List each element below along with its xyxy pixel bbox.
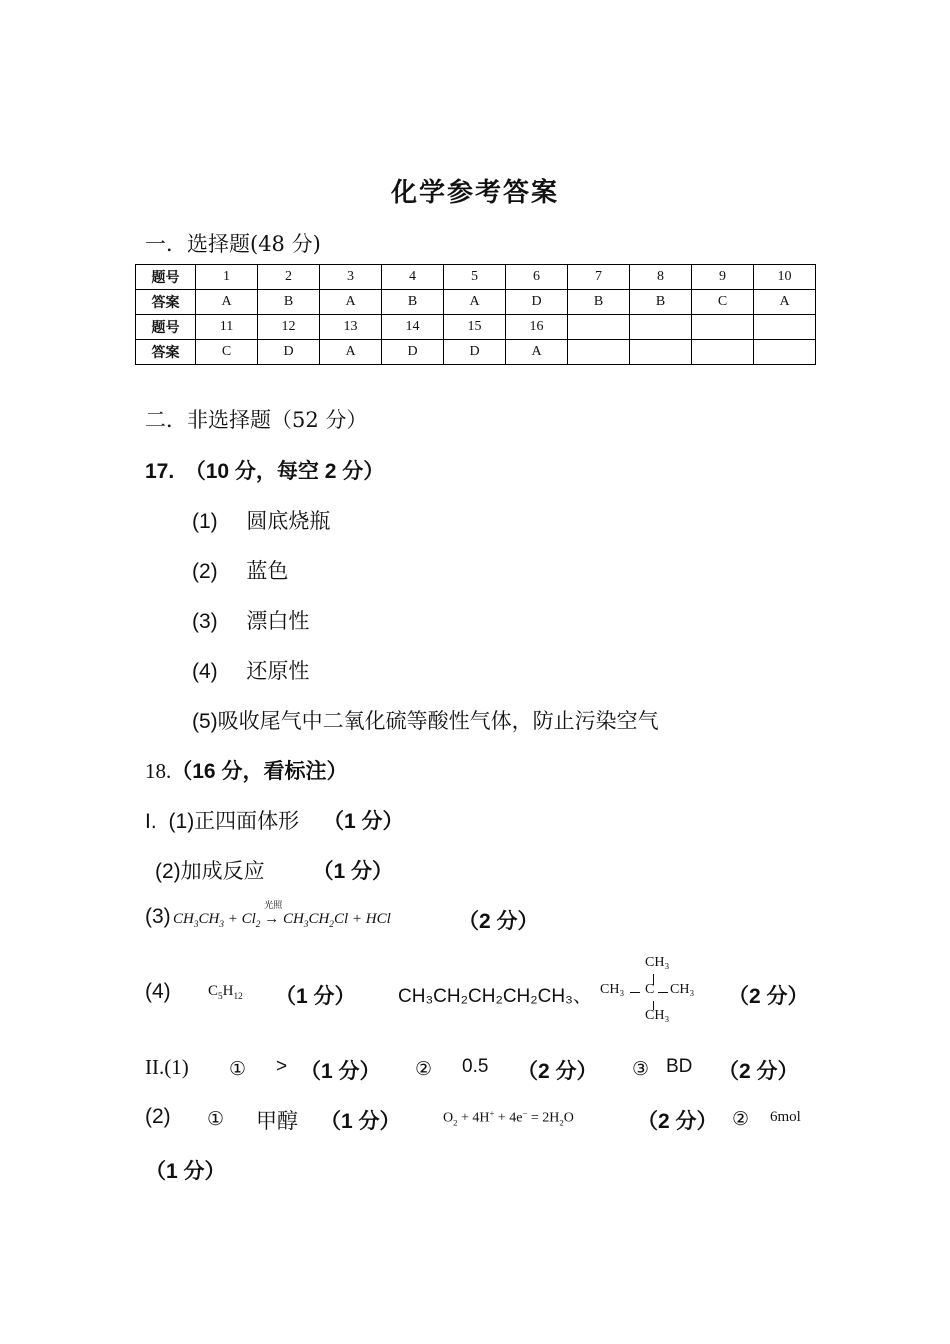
item-score: （2 分） bbox=[718, 1060, 799, 1083]
table-cell: 16 bbox=[506, 315, 568, 340]
table-cell: 3 bbox=[320, 265, 382, 290]
bond-left bbox=[630, 992, 640, 993]
table-cell: D bbox=[506, 290, 568, 315]
answer-choice: BD bbox=[666, 1056, 693, 1077]
molecular-formula: $C_5H_{12}$ bbox=[208, 983, 243, 1002]
item-score: （2 分） bbox=[517, 1060, 598, 1083]
table-cell: 6 bbox=[506, 265, 568, 290]
item-score: （2 分） bbox=[728, 985, 809, 1008]
q17-item-1 bbox=[192, 505, 330, 535]
q18-part1-item-1 bbox=[145, 805, 404, 835]
item-number: (1) bbox=[168, 810, 195, 833]
table-cell bbox=[568, 340, 630, 365]
table-cell bbox=[754, 315, 816, 340]
table-cell: B bbox=[630, 290, 692, 315]
methyl-left: CH₃ bbox=[600, 982, 625, 997]
answer-moles: 6mol bbox=[770, 1109, 801, 1125]
row-label: 题号 bbox=[136, 315, 196, 340]
item-score: （1 分） bbox=[145, 1160, 226, 1183]
table-cell: C bbox=[692, 290, 754, 315]
table-cell: 5 bbox=[444, 265, 506, 290]
table-cell: 12 bbox=[258, 315, 320, 340]
q18-part1-item-2 bbox=[155, 855, 393, 885]
q18-part1-item-4-number: (4) bbox=[145, 980, 171, 1003]
bond-right bbox=[658, 992, 668, 993]
table-cell: 8 bbox=[630, 265, 692, 290]
table-row bbox=[136, 290, 816, 315]
table-cell: D bbox=[444, 340, 506, 365]
q17-item-2 bbox=[192, 555, 288, 585]
table-cell: A bbox=[320, 290, 382, 315]
circled-number-3: ③ bbox=[632, 1058, 650, 1080]
q18-score: （16 分，看标注） bbox=[171, 760, 348, 783]
page-title: 化学参考答案 bbox=[390, 178, 559, 208]
table-cell: 10 bbox=[754, 265, 816, 290]
q18-number: 18. bbox=[145, 759, 172, 783]
table-cell: 14 bbox=[382, 315, 444, 340]
circled-number-2: ② bbox=[415, 1058, 433, 1080]
table-cell: C bbox=[196, 340, 258, 365]
table-cell: D bbox=[382, 340, 444, 365]
item-score: （1 分） bbox=[320, 1110, 401, 1133]
chemical-equation: $CH_3CH_3 + Cl_2$ 光照 → $CH_3CH_2Cl$ + HCl bbox=[173, 900, 391, 930]
table-cell: A bbox=[506, 340, 568, 365]
table-cell: 4 bbox=[382, 265, 444, 290]
central-carbon: C bbox=[645, 982, 655, 997]
q17-heading: 17. （10 分，每空 2 分） bbox=[145, 460, 385, 483]
table-cell: 11 bbox=[196, 315, 258, 340]
section-1-heading: 一．选择题(48 分) bbox=[145, 232, 321, 256]
item-score: （1 分） bbox=[323, 810, 404, 833]
table-cell: 2 bbox=[258, 265, 320, 290]
neopentane-structure bbox=[600, 955, 710, 1027]
table-cell: D bbox=[258, 340, 320, 365]
circled-number-1: ① bbox=[229, 1058, 247, 1080]
table-row bbox=[136, 340, 816, 365]
item-answer: 蓝色 bbox=[246, 559, 289, 583]
circled-number-1: ① bbox=[207, 1108, 225, 1130]
item-number: (4) bbox=[192, 660, 218, 683]
answer-greater-than: > bbox=[276, 1056, 288, 1077]
item-score: （2 分） bbox=[458, 910, 539, 933]
q18-part2-label: II.(1) bbox=[145, 1055, 189, 1079]
item-answer: 吸收尾气中二氧化硫等酸性气体，防止污染空气 bbox=[217, 710, 659, 733]
circled-number-2: ② bbox=[732, 1108, 750, 1130]
row-label: 题号 bbox=[136, 265, 196, 290]
item-number: (2) bbox=[192, 560, 218, 583]
methyl-top: CH₃ bbox=[645, 955, 670, 970]
q18-heading bbox=[145, 755, 347, 785]
electrode-equation: $O_2 + 4H^+ + 4e^- = 2H_2O$ bbox=[443, 1108, 574, 1128]
item-number: (3) bbox=[192, 610, 218, 633]
table-cell: A bbox=[754, 290, 816, 315]
table-cell: 1 bbox=[196, 265, 258, 290]
item-answer: 正四面体形 bbox=[194, 810, 300, 833]
section-2-heading: 二．非选择题（52 分） bbox=[145, 408, 368, 432]
table-row bbox=[136, 265, 816, 290]
item-answer: 加成反应 bbox=[180, 860, 265, 883]
answer-methanol: 甲醇 bbox=[256, 1109, 298, 1133]
table-cell bbox=[568, 315, 630, 340]
table-cell bbox=[630, 315, 692, 340]
table-cell: A bbox=[196, 290, 258, 315]
part-label: I. bbox=[145, 810, 157, 833]
methyl-bottom: CH₃ bbox=[645, 1008, 670, 1023]
arrow-condition: 光照 bbox=[264, 900, 283, 910]
item-answer: 还原性 bbox=[246, 659, 310, 683]
row-label: 答案 bbox=[136, 340, 196, 365]
answer-table bbox=[135, 264, 816, 365]
table-cell: 13 bbox=[320, 315, 382, 340]
table-cell bbox=[630, 340, 692, 365]
methyl-right: CH₃ bbox=[670, 982, 695, 997]
item-answer: 漂白性 bbox=[246, 609, 310, 633]
answer-value: 0.5 bbox=[462, 1056, 489, 1077]
table-cell bbox=[692, 315, 754, 340]
table-cell: 9 bbox=[692, 265, 754, 290]
reaction-arrow: 光照 → bbox=[264, 900, 283, 927]
item-score: （1 分） bbox=[312, 860, 394, 883]
table-cell bbox=[692, 340, 754, 365]
pentane-formula: CH₃CH₂CH₂CH₂CH₃、 bbox=[398, 986, 592, 1007]
q18-part1-item-3 bbox=[145, 905, 171, 929]
q18-part2-item-2-number: (2) bbox=[145, 1105, 171, 1128]
q17-item-3 bbox=[192, 605, 309, 635]
table-cell: B bbox=[258, 290, 320, 315]
table-cell: B bbox=[568, 290, 630, 315]
q17-item-4 bbox=[192, 655, 309, 685]
item-number: (2) bbox=[155, 860, 181, 883]
table-row bbox=[136, 315, 816, 340]
table-cell: A bbox=[320, 340, 382, 365]
item-number: (3) bbox=[145, 905, 171, 928]
table-cell: 7 bbox=[568, 265, 630, 290]
table-cell: 15 bbox=[444, 315, 506, 340]
q17-item-5 bbox=[192, 705, 659, 735]
item-score: （1 分） bbox=[300, 1060, 381, 1083]
item-number: (1) bbox=[192, 510, 218, 533]
item-score: （1 分） bbox=[275, 985, 356, 1008]
table-cell bbox=[754, 340, 816, 365]
item-score: （2 分） bbox=[637, 1110, 718, 1133]
row-label: 答案 bbox=[136, 290, 196, 315]
item-answer: 圆底烧瓶 bbox=[246, 509, 331, 533]
table-cell: A bbox=[444, 290, 506, 315]
table-cell: B bbox=[382, 290, 444, 315]
item-number: (5) bbox=[192, 710, 218, 733]
